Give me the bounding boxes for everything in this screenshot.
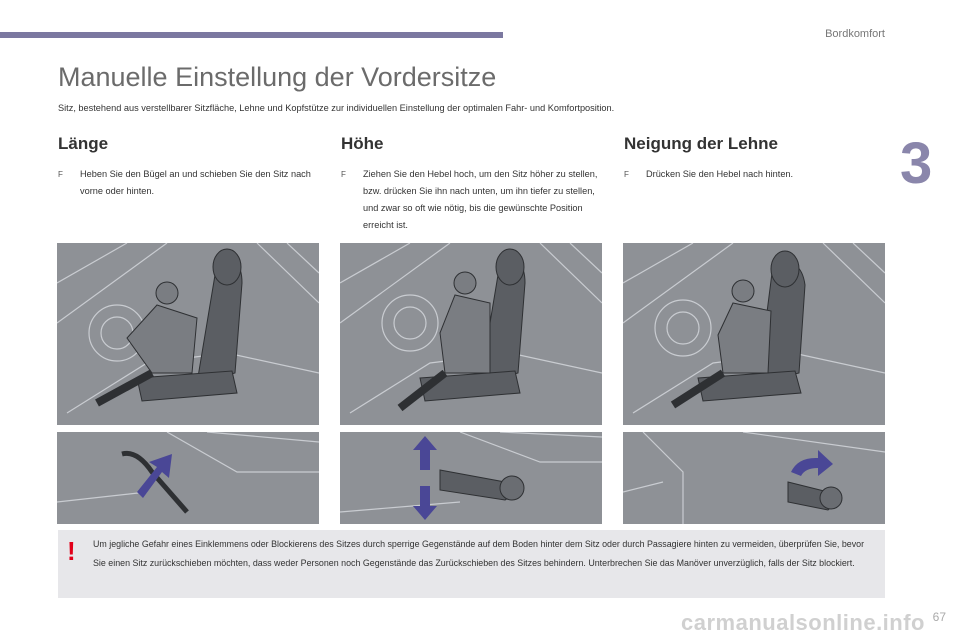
intro-text: Sitz, bestehend aus verstellbarer Sitzfläche, Lehne und Kopfstütze zur individuellen Einstellung der optimalen Fahr- und Komfortposition. xyxy=(58,103,615,113)
instruction-text: Ziehen Sie den Hebel hoch, um den Sitz höher zu stellen, bzw. drücken Sie ihn nach unten, um ihn tiefer zu stellen, und zwar so oft wie nötig, bis die gewünschte Position erreicht ist. xyxy=(363,169,598,230)
instruction-length xyxy=(58,166,320,200)
arrow-icon xyxy=(791,450,833,476)
bullet-mark: F xyxy=(58,170,63,179)
column-height xyxy=(341,134,603,234)
heading-height: Höhe xyxy=(341,134,384,153)
column-length xyxy=(58,134,320,200)
bullet-mark: F xyxy=(341,170,346,179)
column-backrest xyxy=(624,134,886,183)
instruction-text: Heben Sie den Bügel an und schieben Sie den Sitz nach vorne oder hinten. xyxy=(80,169,311,196)
detail-length-bar xyxy=(57,432,319,524)
detail-height-lever xyxy=(340,432,602,524)
chapter-number: 3 xyxy=(900,131,933,196)
page-number: 67 xyxy=(932,610,946,624)
seat-illustration-height xyxy=(340,243,602,425)
page-title: Manuelle Einstellung der Vordersitze xyxy=(58,62,497,92)
warning-text: Um jegliche Gefahr eines Einklemmens oder Blockierens des Sitzes durch sperrige Gegenstände auf dem Boden hinter dem Sitz oder durch Passagiere hinten zu vermeiden, überprüfen Sie, bevor Sie einen Sitz zurückschieben möchten, dass weder Personen noch Gegenstände das Zurückschieben des Sitzes behindern. Unterbrechen Sie das Manöver unverzüglich, falls der Sitz blockiert. xyxy=(93,539,865,568)
arrow-down-icon xyxy=(413,486,437,520)
heading-backrest: Neigung der Lehne xyxy=(624,134,778,153)
instruction-backrest xyxy=(624,166,886,183)
bullet-mark: F xyxy=(624,170,629,179)
instruction-text: Drücken Sie den Hebel nach hinten. xyxy=(646,169,794,179)
detail-backrest-lever xyxy=(623,432,885,524)
heading-length: Länge xyxy=(58,134,109,153)
watermark: carmanualsonline.info xyxy=(681,610,925,635)
seat-illustration-length xyxy=(57,243,319,425)
instruction-height xyxy=(341,166,603,234)
section-label: Bordkomfort xyxy=(825,28,885,40)
seat-illustration-backrest xyxy=(623,243,885,425)
header-accent-bar xyxy=(0,32,503,38)
arrow-up-icon xyxy=(413,436,437,470)
warning-box xyxy=(58,530,885,598)
warning-icon: ! xyxy=(67,536,76,566)
